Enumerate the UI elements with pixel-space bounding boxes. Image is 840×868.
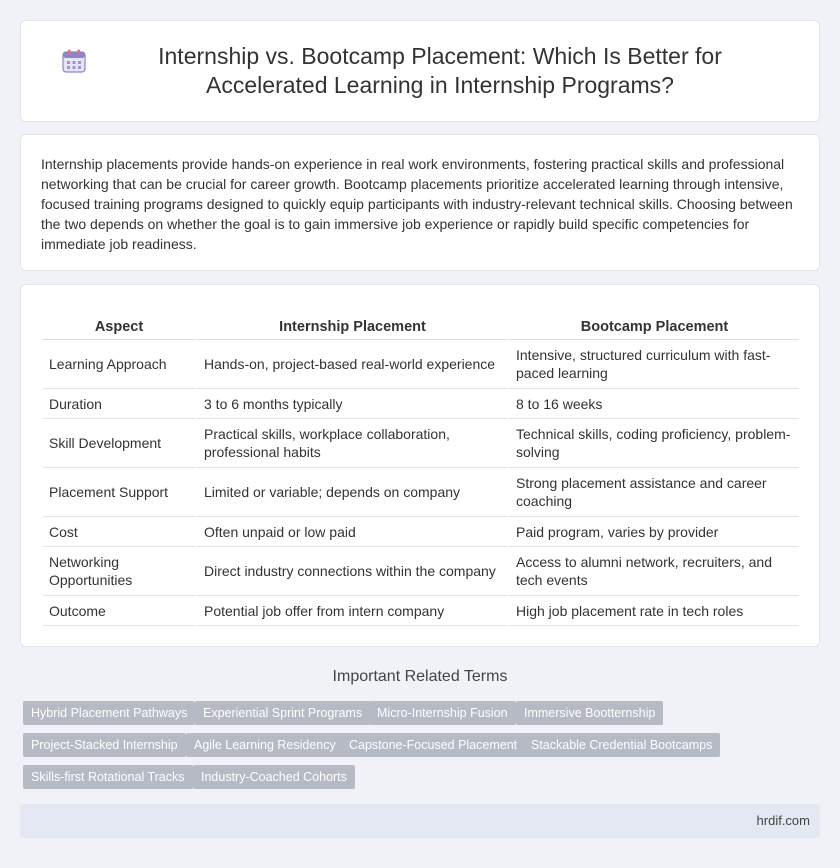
table-cell: Skill Development xyxy=(43,419,195,468)
column-header: Aspect xyxy=(43,309,195,340)
calendar-icon xyxy=(61,48,87,74)
term-tag[interactable]: Project-Stacked Internship xyxy=(23,733,186,757)
page-title: Internship vs. Bootcamp Placement: Which Is Better for Accelerated Learning in Internship Programs? xyxy=(158,43,722,98)
table-cell: Duration xyxy=(43,389,195,419)
table-cell: Networking Opportunities xyxy=(43,547,195,596)
intro-card xyxy=(20,134,820,271)
term-tag[interactable]: Stackable Credential Bootcamps xyxy=(523,733,720,757)
table-cell: Limited or variable; depends on company xyxy=(195,468,507,517)
table-header-row xyxy=(43,309,799,340)
table-row xyxy=(43,340,799,389)
table-cell: Paid program, varies by provider xyxy=(507,517,799,547)
table-cell: Access to alumni network, recruiters, and tech events xyxy=(507,547,799,596)
term-tag[interactable]: Micro-Internship Fusion xyxy=(369,701,516,725)
comparison-table xyxy=(43,309,799,626)
term-tag[interactable]: Industry-Coached Cohorts xyxy=(193,765,355,789)
table-cell: 8 to 16 weeks xyxy=(507,389,799,419)
table-row xyxy=(43,596,799,626)
term-tag[interactable]: Skills-first Rotational Tracks xyxy=(23,765,193,789)
table-row xyxy=(43,389,799,419)
table-cell: Outcome xyxy=(43,596,195,626)
table-cell: Practical skills, workplace collaboration, professional habits xyxy=(195,419,507,468)
table-cell: Often unpaid or low paid xyxy=(195,517,507,547)
table-row xyxy=(43,419,799,468)
footer xyxy=(20,804,820,838)
table-cell: Cost xyxy=(43,517,195,547)
term-tag[interactable]: Experiential Sprint Programs xyxy=(195,701,370,725)
table-cell: Intensive, structured curriculum with fast-paced learning xyxy=(507,340,799,389)
table-cell: Technical skills, coding proficiency, problem-solving xyxy=(507,419,799,468)
table-row xyxy=(43,547,799,596)
table-cell: 3 to 6 months typically xyxy=(195,389,507,419)
footer-site-link[interactable]: hrdif.com xyxy=(756,813,810,828)
table-cell: High job placement rate in tech roles xyxy=(507,596,799,626)
table-cell: Strong placement assistance and career coaching xyxy=(507,468,799,517)
column-header: Bootcamp Placement xyxy=(507,309,799,340)
term-tag[interactable]: Capstone-Focused Placement xyxy=(341,733,525,757)
table-cell: Potential job offer from intern company xyxy=(195,596,507,626)
term-tag[interactable]: Hybrid Placement Pathways xyxy=(23,701,195,725)
term-tag[interactable]: Agile Learning Residency xyxy=(186,733,344,757)
term-tag[interactable]: Immersive Bootternship xyxy=(516,701,663,725)
table-row xyxy=(43,517,799,547)
title-card xyxy=(20,20,820,122)
table-row xyxy=(43,468,799,517)
intro-paragraph: Internship placements provide hands-on experience in real work environments, fostering practical skills and professional networking that can be crucial for career growth. Bootcamp placements prioritize accelerated learning through intensive, focused training programs designed to quickly equip participants with industry-relevant technical skills. Choosing between the two depends on whether the goal is to gain immersive job experience or rapidly build specific competencies for immediate job readiness. xyxy=(41,156,793,252)
table-cell: Placement Support xyxy=(43,468,195,517)
table-cell: Hands-on, project-based real-world experience xyxy=(195,340,507,389)
table-cell: Learning Approach xyxy=(43,340,195,389)
comparison-card xyxy=(20,284,820,647)
related-terms-heading: Important Related Terms xyxy=(332,668,508,685)
column-header: Internship Placement xyxy=(195,309,507,340)
table-cell: Direct industry connections within the company xyxy=(195,547,507,596)
